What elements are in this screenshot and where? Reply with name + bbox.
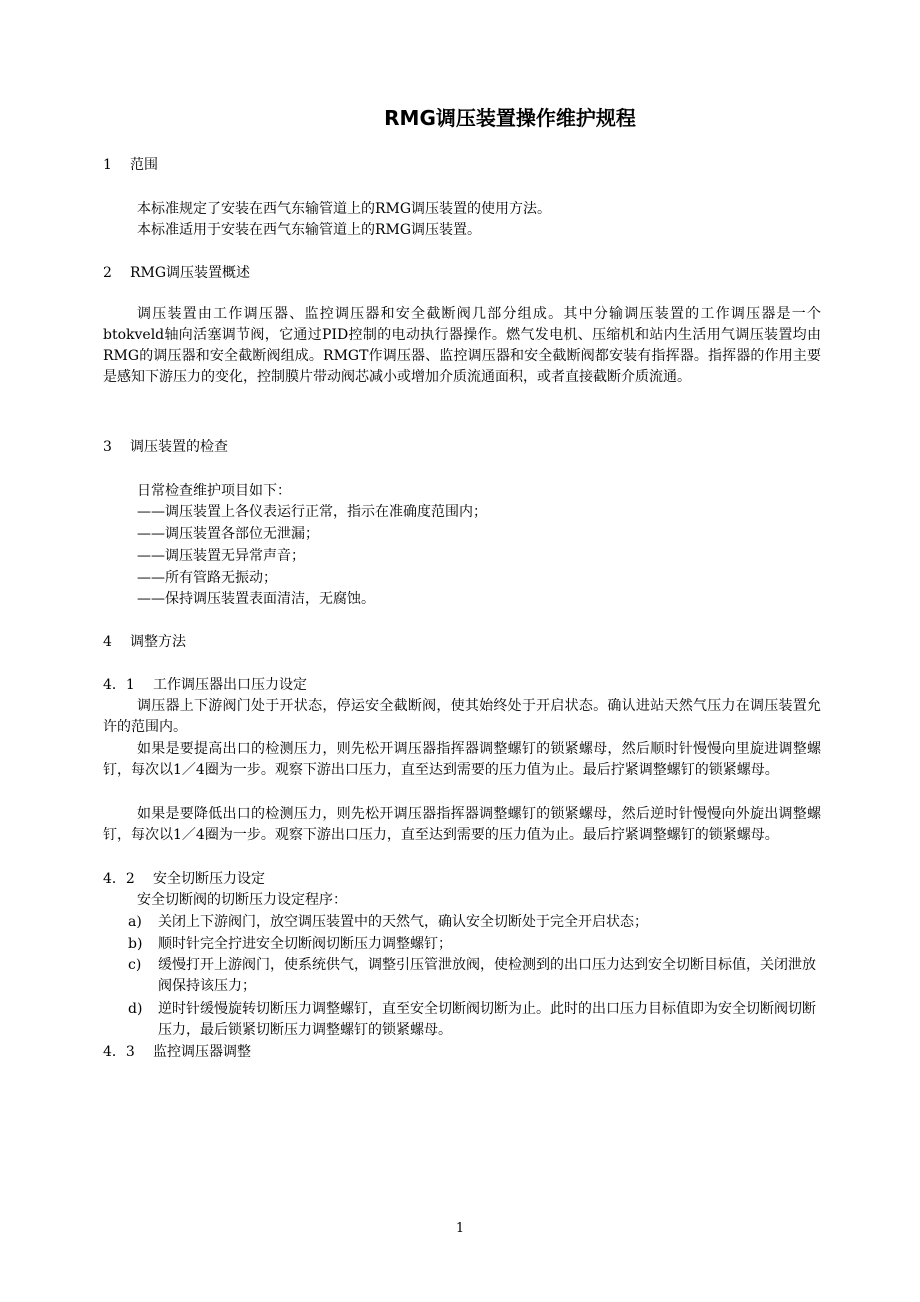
subsection-4-1-heading (103, 675, 307, 696)
section-number: 2 (103, 265, 112, 281)
section-3-heading (103, 437, 228, 458)
step-text: 顺时针完全拧进安全切断阀切断压力调整螺钉； (158, 936, 452, 952)
check-item: ——保持调压装置表面清洁，无腐蚀。 (137, 591, 375, 607)
section-number: 4 (103, 634, 112, 650)
step-label: c) (128, 957, 142, 973)
subsection-4-2-intro: 安全切断阀的切断压力设定程序： (137, 892, 347, 908)
subsection-4-2-heading (103, 869, 265, 890)
check-item: ——调压装置无异常声音； (137, 548, 305, 564)
check-item: ——调压装置各部位无泄漏； (137, 526, 319, 542)
subsection-4-1-paragraph: 如果是要降低出口的检测压力，则先松开调压器指挥器调整螺钉的锁紧螺母，然后逆时针慢慢向外旋出调整螺钉，每次以1／4圈为一步。观察下游出口压力，直至达到需要的压力值为止。最后拧紧调整螺钉的锁紧螺母。 (103, 806, 821, 843)
section-2-paragraph: 调压装置由工作调压器、监控调压器和安全截断阀几部分组成。其中分输调压装置的工作调压器是一个btokveld轴向活塞调节阀，它通过PID控制的电动执行器操作。燃气发电机、压缩机和站内生活用气调压装置均由RMG的调压器和安全截断阀组成。RMGT作调压器、监控调压器和安全截断阀都安装有指挥器。指挥器的作用主要是感知下游压力的变化，控制膜片带动阀芯减小或增加介质流通面积，或者直接截断介质流通。 (103, 306, 821, 385)
subsection-number: 4．3 (103, 1044, 135, 1060)
step-text: 逆时针缓慢旋转切断压力调整螺钉，直至安全切断阀切断为止。此时的出口压力目标值即为安全切断阀切断压力，最后锁紧切断压力调整螺钉的锁紧螺母。 (158, 1001, 816, 1038)
section-4-heading (103, 632, 186, 653)
section-number: 1 (103, 157, 112, 173)
document-title: RMG调压装置操作维护规程 (384, 106, 636, 130)
section-2-heading (103, 263, 250, 284)
section-title: 范围 (130, 157, 158, 173)
subsection-4-1-paragraph: 如果是要提高出口的检测压力，则先松开调压器指挥器调整螺钉的锁紧螺母，然后顺时针慢慢向里旋进调整螺钉，每次以1／4圈为一步。观察下游出口压力，直至达到需要的压力值为止。最后拧紧调整螺钉的锁紧螺母。 (103, 741, 821, 778)
page-number: 1 (455, 1221, 465, 1236)
section-number: 3 (103, 439, 112, 455)
subsection-title: 监控调压器调整 (153, 1044, 251, 1060)
section-1-line: 本标准规定了安装在西气东输管道上的RMG调压装置的使用方法。 (137, 201, 552, 217)
subsection-4-1-paragraph: 调压器上下游阀门处于开状态，停运安全截断阀，使其始终处于开启状态。确认进站天然气压力在调压装置允许的范围内。 (103, 698, 821, 735)
section-title: 调压装置的检查 (130, 439, 228, 455)
procedure-step (128, 934, 821, 955)
section-3-intro: 日常检查维护项目如下： (137, 483, 291, 499)
check-item: ——所有管路无振动； (137, 570, 277, 586)
step-label: d) (128, 1001, 143, 1017)
step-text: 缓慢打开上游阀门，使系统供气，调整引压管泄放阀，使检测到的出口压力达到安全切断目标值，关闭泄放阀保持该压力； (158, 957, 816, 994)
procedure-step (128, 999, 821, 1038)
subsection-number: 4．1 (103, 677, 135, 693)
subsection-4-3-heading (103, 1042, 251, 1063)
procedure-step (128, 955, 821, 994)
section-title: 调整方法 (130, 634, 186, 650)
check-item: ——调压装置上各仪表运行正常，指示在准确度范围内； (137, 504, 487, 520)
procedure-step (128, 912, 821, 933)
subsection-title: 安全切断压力设定 (153, 871, 265, 887)
section-1-heading (103, 155, 158, 176)
step-text: 关闭上下游阀门，放空调压装置中的天然气，确认安全切断处于完全开启状态； (158, 914, 648, 930)
section-title: RMG调压装置概述 (130, 265, 251, 281)
subsection-number: 4．2 (103, 871, 135, 887)
step-label: a) (128, 914, 142, 930)
step-label: b) (128, 936, 143, 952)
section-1-line: 本标准适用于安装在西气东输管道上的RMG调压装置。 (137, 222, 482, 238)
subsection-title: 工作调压器出口压力设定 (153, 677, 307, 693)
